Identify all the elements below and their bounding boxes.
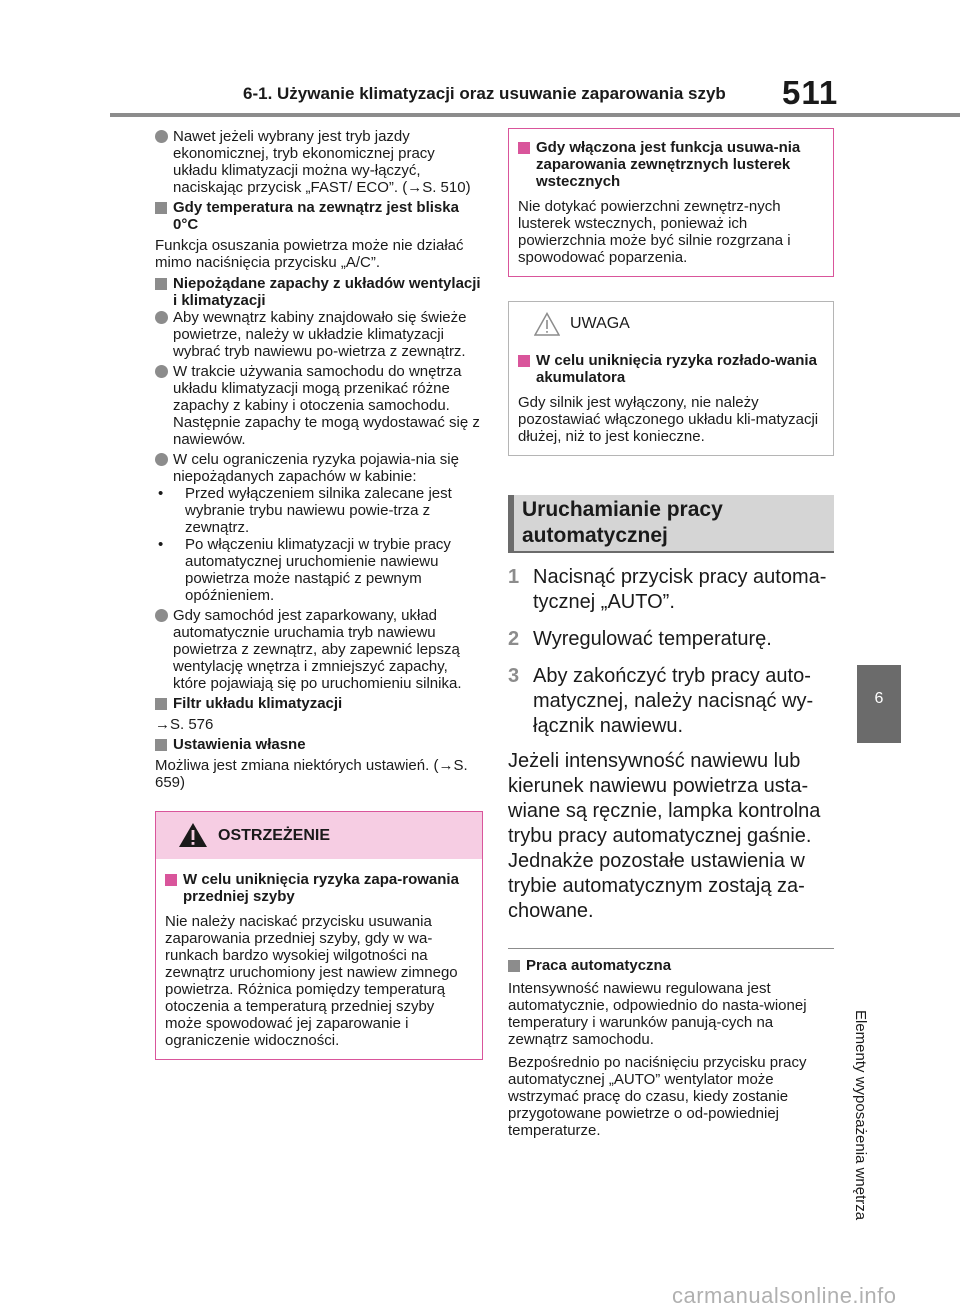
bullet-item xyxy=(155,451,483,485)
topic-heading xyxy=(508,957,834,974)
bullet-dot-icon xyxy=(155,130,168,143)
bullet-dot-icon xyxy=(155,311,168,324)
square-marker-icon xyxy=(508,960,520,972)
bullet-item xyxy=(155,309,483,360)
warning-box-header xyxy=(156,812,482,859)
square-marker-icon xyxy=(165,874,177,886)
bullet-item xyxy=(155,128,483,196)
step-text: Aby zakończyć tryb pracy auto-matycznej, należy nacisnąć wy-łącznik nawiewu. xyxy=(533,665,814,737)
header-rule xyxy=(110,113,960,117)
warning-triangle-icon xyxy=(178,822,208,848)
step-number: 3 xyxy=(508,665,520,687)
paragraph: Funkcja osuszania powietrza może nie działać mimo naciśnięcia przycisku „A/C”. xyxy=(155,237,464,271)
notice-heading xyxy=(518,352,824,386)
square-marker-icon xyxy=(155,698,167,710)
steps-list xyxy=(508,565,834,924)
cross-reference: →S. 576 xyxy=(155,716,214,733)
paragraph: Intensywność nawiewu regulowana jest automatycznie, odpowiednio do nasta-wionej temperatury i warunków panują-cych na zewnątrz samochodu. xyxy=(508,980,807,1048)
warning-heading xyxy=(165,871,471,905)
bullet-text: W celu ograniczenia ryzyka pojawia-nia się niepożądanych zapachów w kabinie: xyxy=(173,451,459,485)
warning-box xyxy=(155,811,483,1060)
bullet-dot-icon xyxy=(155,453,168,466)
step-number: 1 xyxy=(508,566,520,588)
sub-bullet-marker: • xyxy=(158,536,164,553)
square-marker-icon xyxy=(155,202,167,214)
bullet-dot-icon xyxy=(155,365,168,378)
warning-text: Nie należy naciskać przycisku usuwania zaparowania przedniej szyby, gdy w wa-runkach bardzo wysokiej wilgotności na zewnątrz uruchomiony jest nawiew zimnego powietrza. Różnica pomiędzy temperaturą otoczenia a temperaturą przedniej szyby może spowodować jej zaparowanie i ograniczenie widoczności. xyxy=(165,913,458,1049)
topic-heading xyxy=(155,736,483,753)
sub-bullet-text: Przed wyłączeniem silnika zalecane jest wybranie trybu nawiewu powie-trza z zewnątrz. xyxy=(185,485,452,536)
mirror-warning-box xyxy=(508,128,834,277)
sub-bullet-item xyxy=(155,536,483,604)
topic-heading xyxy=(155,199,483,233)
square-marker-icon xyxy=(518,355,530,367)
topic-heading-text: Gdy temperatura na zewnątrz jest bliska 0°C xyxy=(173,199,459,233)
step-item xyxy=(508,664,834,739)
running-header-title: 6-1. Używanie klimatyzacji oraz usuwanie zaparowania szyb xyxy=(243,84,726,103)
bullet-text: Aby wewnątrz kabiny znajdowało się świeże powietrze, należy w układzie klimatyzacji wybrać tryb nawiewu po-wietrza z zewnątrz. xyxy=(173,309,467,360)
square-marker-icon xyxy=(155,739,167,751)
topic-heading-text: Ustawienia własne xyxy=(173,736,306,753)
chapter-label: Elementy wyposażenia wnętrza xyxy=(852,1010,869,1221)
section-rule xyxy=(508,551,834,553)
caution-triangle-icon xyxy=(534,312,560,336)
step-item xyxy=(508,627,834,652)
warning-box-body xyxy=(156,859,482,1059)
bullet-text: W trakcie używania samochodu do wnętrza układu klimatyzacji mogą przenikać różne zapachy z kabiny i otoczenia samochodu. Następnie zapachy te mogą wydostawać się z nawiewów. xyxy=(173,363,480,448)
topic-heading xyxy=(155,695,483,712)
step-number: 2 xyxy=(508,628,520,650)
notice-box xyxy=(508,301,834,456)
mirror-warning-text: Nie dotykać powierzchni zewnętrz-nych lusterek wstecznych, ponieważ ich powierzchnia może być silnie rozgrzana i spowodować poparzenia. xyxy=(518,198,791,266)
topic-heading-text: Praca automatyczna xyxy=(526,957,672,974)
section-paragraph: Jeżeli intensywność nawiewu lub kierunek nawiewu powietrza usta-wiane są ręcznie, lampka kontrolna trybu pracy automatycznej gaśnie. Jednakże pozostałe ustawienia w trybie automatycznym zostają za-chowane. xyxy=(508,750,821,922)
sub-bullet-item xyxy=(155,485,483,536)
topic-heading-text: Filtr układu klimatyzacji xyxy=(173,695,343,712)
notice-box-header xyxy=(509,302,833,346)
section-accent-bar xyxy=(508,495,514,551)
step-text: Nacisnąć przycisk pracy automa-tycznej „AUTO”. xyxy=(533,566,827,613)
paragraph: Możliwa jest zmiana niektórych ustawień. (→S. 659) xyxy=(155,757,468,791)
notice-text: Gdy silnik jest wyłączony, nie należy pozostawiać włączonego układu kli-matyzacji dłużej, niż to jest konieczne. xyxy=(518,394,819,445)
watermark: carmanualsonline.info xyxy=(672,1283,897,1308)
bullet-item xyxy=(155,607,483,692)
section-header xyxy=(508,495,834,551)
chapter-number: 6 xyxy=(874,690,884,707)
notice-box-body xyxy=(509,346,833,455)
topic-heading-text: Niepożądane zapachy z układów wentylacji i klimatyzacji xyxy=(173,275,481,309)
warning-box-title: OSTRZEŻENIE xyxy=(218,827,331,844)
divider xyxy=(508,948,834,949)
bullet-text: Gdy samochód jest zaparkowany, układ automatycznie uruchamia tryb nawiewu powietrza z zewnątrz, aby zapewnić lepszą wentylację wnętrza i zmniejszyć zapachy, które pojawiają się po uruchomieniu silnika. xyxy=(173,607,462,692)
paragraph: Bezpośrednio po naciśnięciu przycisku pracy automatycznej „AUTO” wentylator może wstrzymać pracę do czasu, kiedy zostanie przygotowane powietrze o od-powiedniej temperaturze. xyxy=(508,1054,807,1139)
bullet-dot-icon xyxy=(155,609,168,622)
bullet-text: Nawet jeżeli wybrany jest tryb jazdy ekonomicznej, tryb ekonomicznej pracy układu klimatyzacji można wy-łączyć, naciskając przycisk „FAST/ ECO”. (→S. 510) xyxy=(173,128,471,196)
sub-bullet-marker: • xyxy=(158,485,164,502)
notice-heading-text: W celu uniknięcia ryzyka rozłado-wania akumulatora xyxy=(536,352,817,386)
mirror-warning-heading xyxy=(518,139,824,190)
page-number: 511 xyxy=(782,74,839,111)
step-text: Wyregulować temperaturę. xyxy=(533,628,772,650)
topic-heading xyxy=(155,275,483,309)
mirror-warning-heading-text: Gdy włączona jest funkcja usuwa-nia zaparowania zewnętrznych lusterek wstecznych xyxy=(536,139,801,190)
right-column xyxy=(508,128,834,1139)
bullet-item xyxy=(155,363,483,448)
section-title: Uruchamianie pracy automatycznej xyxy=(522,498,723,547)
sub-bullet-text: Po włączeniu klimatyzacji w trybie pracy automatycznej uruchomienie nawiewu powietrza może nastąpić z pewnym opóźnieniem. xyxy=(185,536,451,604)
warning-heading-text: W celu uniknięcia ryzyka zapa-rowania przedniej szyby xyxy=(183,871,459,905)
left-column xyxy=(155,128,483,1060)
notice-box-title: UWAGA xyxy=(570,315,630,332)
square-marker-icon xyxy=(518,142,530,154)
square-marker-icon xyxy=(155,278,167,290)
step-item xyxy=(508,565,834,615)
